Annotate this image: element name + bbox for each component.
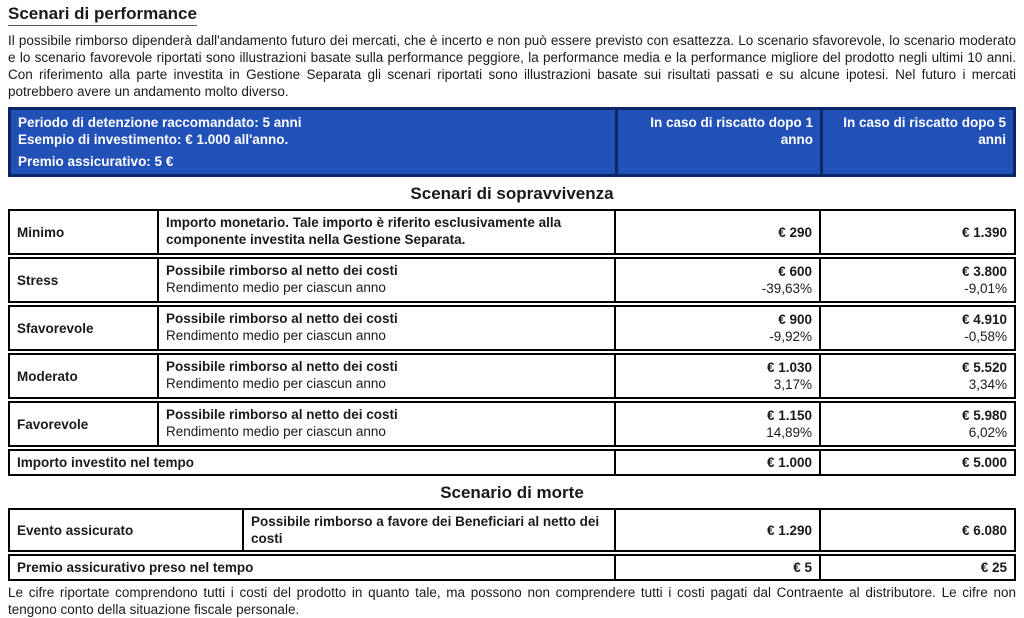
column-header-year1: In caso di riscatto dopo 1 anno (615, 110, 820, 174)
investment-example-line: Esempio di investimento: € 1.000 all'anno. (18, 132, 289, 147)
scenario-label: Favorevole (17, 416, 89, 432)
total-invested-year5: € 5.000 (961, 455, 1007, 470)
description-sub: Rendimento medio per ciascun anno (166, 424, 386, 439)
percentage-year1: 14,89% (766, 425, 812, 440)
table-row (8, 209, 1016, 255)
table-row-total-invested (8, 449, 1016, 476)
scenario-description (157, 259, 614, 301)
value-cell-year1 (614, 355, 819, 397)
description-main: Possibile rimborso al netto dei costi (166, 407, 398, 422)
amount-year1: € 1.030 (766, 360, 812, 375)
description-sub: Rendimento medio per ciascun anno (166, 280, 386, 295)
scenario-description (157, 211, 614, 253)
amount-year5: € 6.080 (961, 522, 1007, 538)
table-row-total-premium (8, 554, 1016, 581)
value-cell-year5 (819, 403, 1014, 445)
amount-year5: € 5.980 (961, 408, 1007, 423)
scenario-label: Evento assicurato (17, 522, 134, 538)
total-invested-year1: € 1.000 (766, 455, 812, 470)
description-sub: Rendimento medio per ciascun anno (166, 328, 386, 343)
value-cell-year1 (614, 307, 819, 349)
survival-scenarios-table (8, 209, 1016, 447)
percentage-year5: 3,34% (968, 377, 1007, 392)
amount-year5: € 5.520 (961, 360, 1007, 375)
death-scenario-table (8, 508, 1016, 552)
description-main: Importo monetario. Tale importo è riferito esclusivamente alla componente investita nella Gestione Separata. (166, 215, 562, 247)
total-invested-label: Importo investito nel tempo (17, 455, 195, 470)
value-cell-year5 (819, 211, 1014, 253)
scenario-description (157, 403, 614, 445)
recommended-holding-header (8, 107, 1016, 177)
amount-year1: € 290 (778, 224, 812, 240)
percentage-year5: -9,01% (964, 281, 1007, 296)
survival-scenarios-title: Scenari di sopravvivenza (410, 184, 614, 203)
value-cell-year1 (614, 403, 819, 445)
percentage-year1: 3,17% (773, 377, 812, 392)
description-main: Possibile rimborso al netto dei costi (166, 359, 398, 374)
value-cell-year1 (614, 510, 819, 550)
insurance-premium-line: Premio assicurativo: 5 € (18, 154, 174, 169)
page-title: Scenari di performance (8, 4, 1016, 26)
percentage-year5: 6,02% (968, 425, 1007, 440)
description-main: Possibile rimborso a favore dei Beneficiari al netto dei costi (251, 514, 600, 546)
percentage-year1: -39,63% (761, 281, 812, 296)
footer-note: Le cifre riportate comprendono tutti i costi del prodotto in quanto tale, ma possono non comprendere tutti i costi pagati dal Contraente al distributore. Le cifre non tengono conto della situazione fiscale personale. (8, 585, 1016, 617)
description-sub: Rendimento medio per ciascun anno (166, 376, 386, 391)
amount-year1: € 1.150 (766, 408, 812, 423)
value-cell-year5 (819, 355, 1014, 397)
holding-period-line: Periodo di detenzione raccomandato: 5 anni (18, 115, 302, 130)
table-row (8, 508, 1016, 552)
total-premium-year5: € 25 (980, 560, 1007, 575)
table-row (8, 305, 1016, 351)
amount-year1: € 600 (778, 264, 812, 279)
table-row (8, 353, 1016, 399)
value-cell-year5 (819, 259, 1014, 301)
death-scenario-title: Scenario di morte (440, 483, 584, 502)
investment-example-cell (11, 110, 615, 174)
scenario-label: Stress (17, 272, 59, 288)
scenario-label: Moderato (17, 368, 78, 384)
description-main: Possibile rimborso al netto dei costi (166, 311, 398, 326)
amount-year5: € 3.800 (961, 264, 1007, 279)
total-premium-label: Premio assicurativo preso nel tempo (17, 560, 254, 575)
scenario-label: Minimo (17, 224, 65, 240)
value-cell-year5 (819, 510, 1014, 550)
scenario-description (157, 355, 614, 397)
amount-year5: € 1.390 (961, 224, 1007, 240)
total-premium-year1: € 5 (793, 560, 812, 575)
value-cell-year1 (614, 211, 819, 253)
scenario-description (242, 510, 614, 550)
description-main: Possibile rimborso al netto dei costi (166, 263, 398, 278)
scenario-label: Sfavorevole (17, 320, 94, 336)
value-cell-year5 (819, 307, 1014, 349)
column-header-year5: In caso di riscatto dopo 5 anni (820, 110, 1013, 174)
table-row (8, 257, 1016, 303)
intro-paragraph: Il possibile rimborso dipenderà dall'andamento futuro dei mercati, che è incerto e non può essere previsto con esattezza. Lo scenario sfavorevole, lo scenario moderato e lo scenario favorevole riportati sono illustrazioni basate sulla performance peggiore, la performance media e la performance migliore del prodotto negli ultimi 10 anni. Con riferimento alla parte investita in Gestione Separata gli scenari riportati sono illustrazioni basate sui risultati passati e su alcune ipotesi. Nel futuro i mercati potrebbero avere un andamento molto diverso. (8, 33, 1016, 99)
amount-year1: € 1.290 (766, 522, 812, 538)
amount-year5: € 4.910 (961, 312, 1007, 327)
percentage-year1: -9,92% (769, 329, 812, 344)
amount-year1: € 900 (778, 312, 812, 327)
value-cell-year1 (614, 259, 819, 301)
table-row (8, 401, 1016, 447)
scenario-description (157, 307, 614, 349)
percentage-year5: -0,58% (964, 329, 1007, 344)
